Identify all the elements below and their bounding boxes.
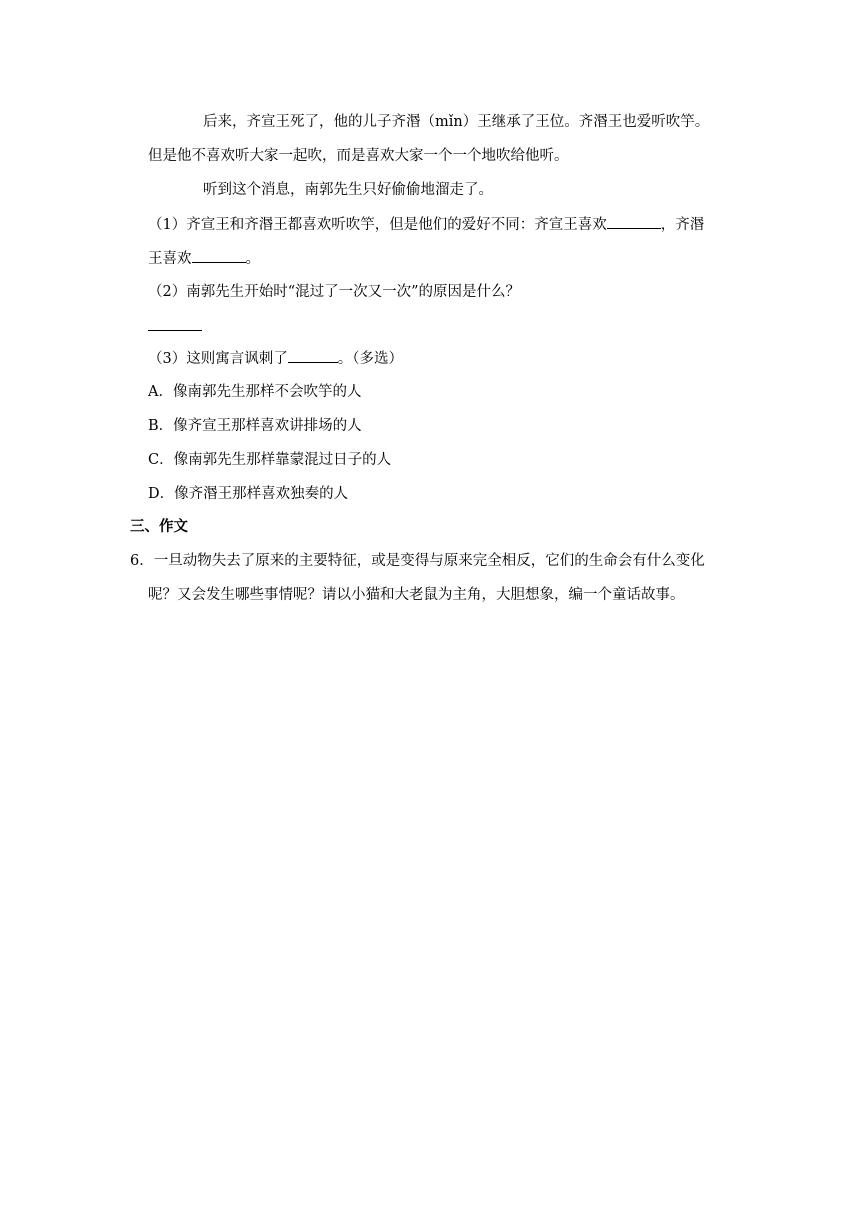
option-a: A．像南郭先生那样不会吹竽的人 (148, 384, 362, 400)
option-b: B．像齐宣王那样喜欢讲排场的人 (148, 418, 362, 434)
option-c: C．像南郭先生那样靠蒙混过日子的人 (148, 452, 392, 468)
section-title-composition: 三、作文 (130, 519, 188, 535)
passage-paragraph-1-line-2: 但是他不喜欢听大家一起吹，而是喜欢大家一个一个地吹给他听。 (148, 148, 569, 164)
question-1-line-2-suffix: 。 (245, 251, 260, 267)
question-3-suffix: 。（多选） (337, 351, 403, 367)
question-1-line-2-prefix: 王喜欢 (148, 251, 192, 267)
answer-blank-q1-b[interactable] (192, 248, 246, 263)
question-3-prefix: （3）这则寓言讽刺了 (148, 351, 288, 367)
question-1-text-a: （1）齐宣王和齐湣王都喜欢听吹竽，但是他们的爱好不同：齐宣王喜欢 (148, 217, 607, 233)
essay-prompt-line-1: 6．一旦动物失去了原来的主要特征，或是变得与原来完全相反，它们的生命会有什么变化 (130, 553, 705, 569)
answer-blank-q3[interactable] (288, 348, 338, 363)
answer-blank-q2[interactable] (148, 316, 202, 331)
question-1-line-1 (148, 214, 704, 235)
question-3 (148, 348, 403, 369)
essay-prompt-line-2: 呢？又会发生哪些事情呢？请以小猫和大老鼠为主角，大胆想象，编一个童话故事。 (148, 587, 685, 603)
answer-blank-q1-a[interactable] (607, 214, 661, 229)
passage-paragraph-2: 听到这个消息，南郭先生只好偷偷地溜走了。 (203, 182, 493, 198)
question-2: （2）南郭先生开始时“混过了一次又一次”的原因是什么？ (148, 284, 521, 300)
question-2-answer-line (148, 316, 202, 337)
question-1-text-b: ，齐湣 (660, 217, 705, 233)
question-1-line-2 (148, 248, 260, 269)
passage-paragraph-1-line-1: 后来，齐宣王死了，他的儿子齐湣（mǐn）王继承了王位。齐湣王也爱听吹竽。 (203, 114, 710, 130)
option-d: D．像齐湣王那样喜欢独奏的人 (148, 486, 349, 502)
